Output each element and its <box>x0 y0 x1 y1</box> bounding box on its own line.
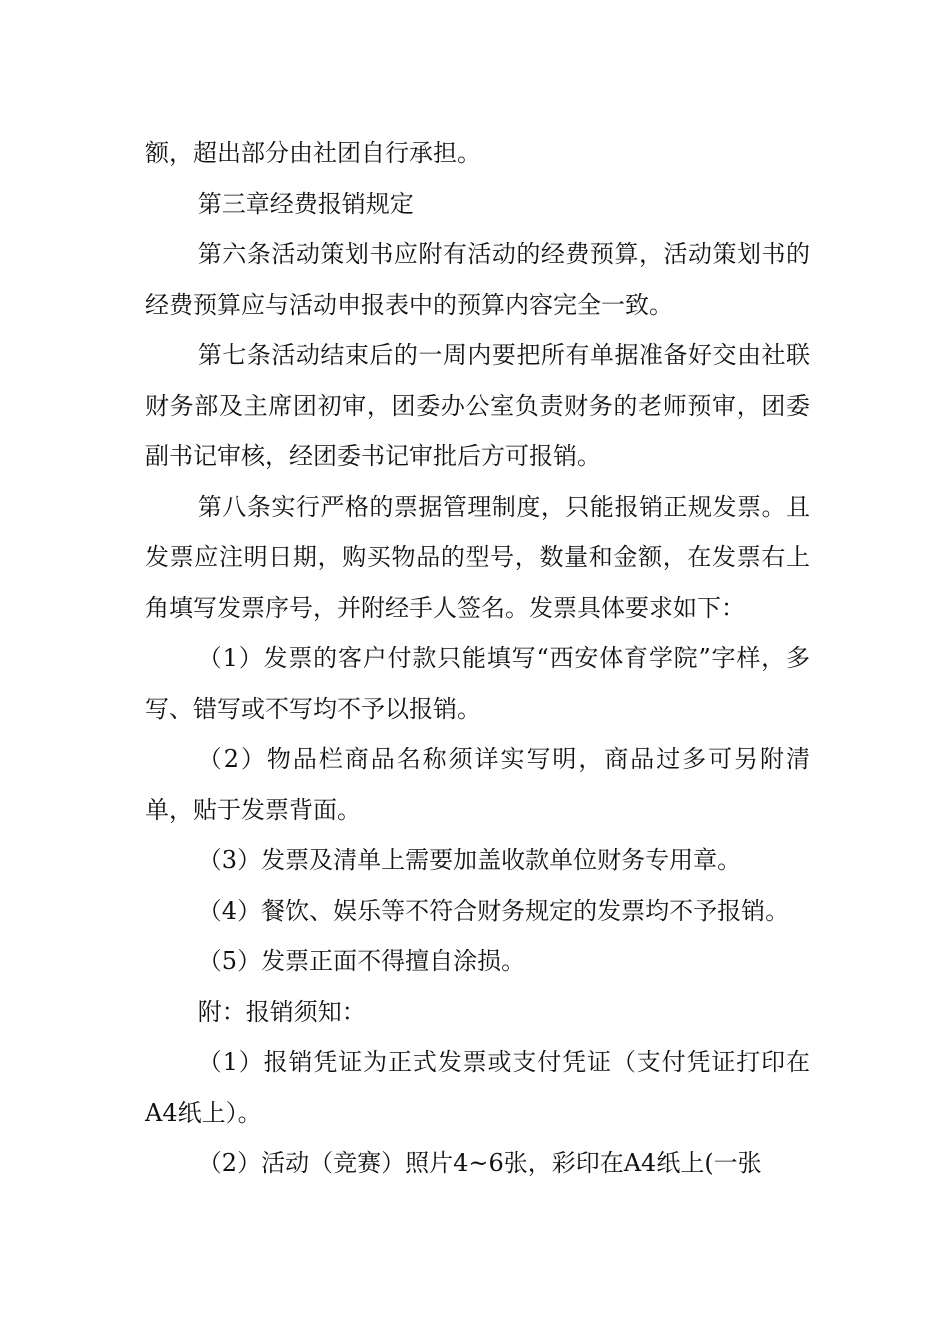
article-7: 第七条活动结束后的一周内要把所有单据准备好交由社联财务部及主席团初审，团委办公室负责财务的老师预审，团委副书记审核，经团委书记审批后方可报销。 <box>145 341 810 470</box>
appendix-heading: 附：报销须知： <box>197 997 366 1026</box>
invoice-rule-5: （5）发票正面不得擅自涂损。 <box>197 947 526 975</box>
invoice-rule-4: （4）餐饮、娱乐等不符合财务规定的发票均不予报销。 <box>197 896 790 925</box>
article-8: 第八条实行严格的票据管理制度，只能报销正规发票。且发票应注明日期，购买物品的型号，数量和金额，在发票右上角填写发票序号，并附经手人签名。发票具体要求如下： <box>145 492 810 622</box>
invoice-rule-2: （2）物品栏商品名称须详实写明，商品过多可另附清单，贴于发票背面。 <box>145 745 810 824</box>
appendix-item-2: （2）活动（竞赛）照片4~6张，彩印在A4纸上(一张 <box>197 1149 762 1177</box>
appendix-item-1: （1）报销凭证为正式发票或支付凭证（支付凭证打印在A4纸上）。 <box>145 1048 810 1127</box>
invoice-rule-1: （1）发票的客户付款只能填写“西安体育学院”字样，多写、错写或不写均不予以报销。 <box>145 644 810 723</box>
invoice-rule-3: （3）发票及清单上需要加盖收款单位财务专用章。 <box>197 846 742 874</box>
chapter-heading: 第三章经费报销规定 <box>197 189 414 218</box>
document-body <box>145 128 810 1189</box>
article-6: 第六条活动策划书应附有活动的经费预算，活动策划书的经费预算应与活动申报表中的预算内容完全一致。 <box>145 240 810 319</box>
paragraph-continuation: 额，超出部分由社团自行承担。 <box>145 139 481 167</box>
